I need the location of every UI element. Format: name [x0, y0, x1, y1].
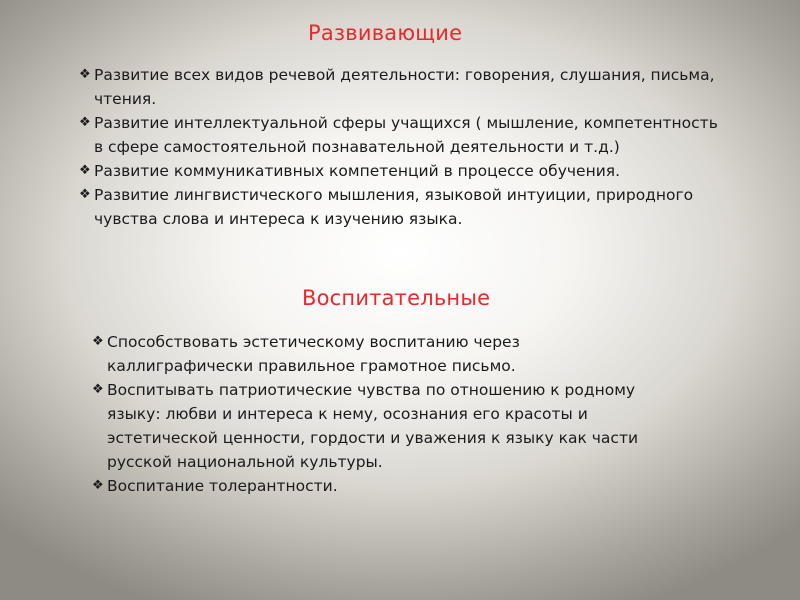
heading-educational: Воспитательные [302, 286, 491, 310]
list-item [92, 474, 652, 498]
list-item-text: Развитие всех видов речевой деятельности: говорения, слушания, письма, чтения. [94, 66, 715, 108]
list-item [79, 183, 729, 231]
diamond-bullet-icon: ❖ [79, 187, 91, 202]
list-item-text: Воспитывать патриотические чувства по отношению к родному языку: любви и интереса к нему, осознания его красоты и эстетической ценности, гордости и уважения к языку как части русской национальной культуры. [107, 381, 639, 471]
list-item-text: Способствовать эстетическому воспитанию через каллиграфически правильное грамотное письмо. [107, 333, 520, 375]
list-item [79, 159, 729, 183]
educational-goals-list [92, 330, 652, 498]
list-item-text: Развитие лингвистического мышления, языковой интуиции, природного чувства слова и интереса к изучению языка. [94, 186, 694, 228]
list-item [79, 111, 729, 159]
list-item [92, 378, 652, 474]
diamond-bullet-icon: ❖ [92, 478, 104, 493]
developing-goals-list [79, 63, 729, 231]
diamond-bullet-icon: ❖ [79, 115, 91, 130]
heading-developing: Развивающие [308, 21, 463, 45]
list-item [92, 330, 652, 378]
diamond-bullet-icon: ❖ [92, 334, 104, 349]
list-item [79, 63, 729, 111]
list-item-text: Развитие интеллектуальной сферы учащихся ( мышление, компетентность в сфере самостоятельной познавательной деятельности и т.д.) [94, 114, 718, 156]
diamond-bullet-icon: ❖ [79, 163, 91, 178]
diamond-bullet-icon: ❖ [92, 382, 104, 397]
list-item-text: Развитие коммуникативных компетенций в процессе обучения. [94, 162, 621, 180]
diamond-bullet-icon: ❖ [79, 67, 91, 82]
list-item-text: Воспитание толерантности. [107, 477, 338, 495]
